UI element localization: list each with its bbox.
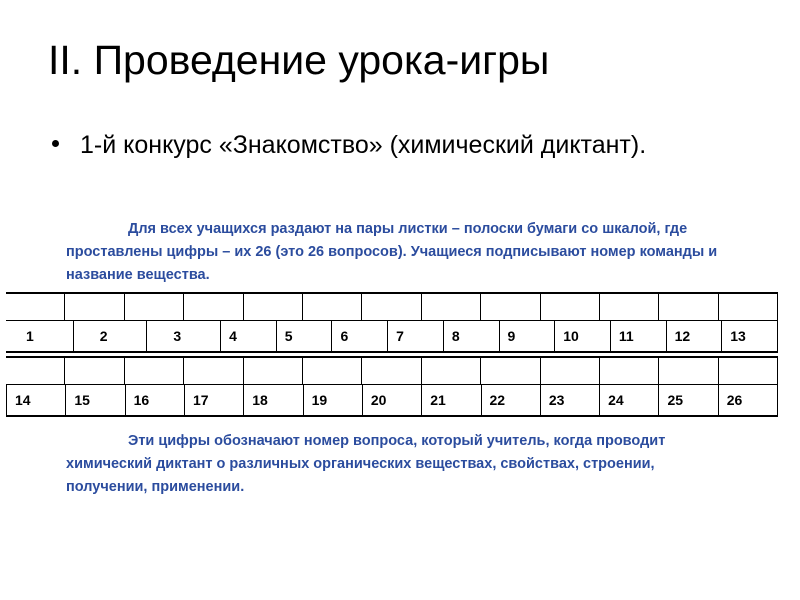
- question-number-cell: 25: [658, 385, 717, 415]
- question-number-cell: 20: [362, 385, 421, 415]
- question-number-cell: 10: [554, 321, 610, 351]
- question-number-cell: 23: [540, 385, 599, 415]
- question-number-cell: 15: [65, 385, 124, 415]
- answer-blank-row: [6, 358, 778, 384]
- answer-scale-row-2: [6, 356, 778, 417]
- question-number-row: [6, 384, 778, 417]
- question-number-cell: 26: [718, 385, 777, 415]
- bullet-dot-icon: [52, 140, 59, 147]
- question-number-cell: 1: [26, 328, 34, 344]
- question-number-cell: 22: [481, 385, 540, 415]
- question-number-cell: 5: [276, 321, 332, 351]
- question-number-cell: 19: [303, 385, 362, 415]
- answer-scale-row-1: [6, 292, 778, 353]
- question-number-row: [6, 320, 778, 353]
- question-number-cell: 14: [6, 385, 65, 415]
- question-number-cell: 13: [721, 321, 777, 351]
- explanation-text: Эти цифры обозначают номер вопроса, который учитель, когда проводит химический диктант о различных органических веществах, свойствах, строении, получении, применении.: [66, 433, 666, 495]
- question-number-cell: 8: [443, 321, 499, 351]
- question-number-cell: 11: [610, 321, 666, 351]
- instruction-text: Для всех учащихся раздают на пары листки – полоски бумаги со шкалой, где проставлены цифры – их 26 (это 26 вопросов). Учащиеся подписывают номер команды и название вещества.: [66, 221, 718, 283]
- bullet-text: 1-й конкурс «Знакомство» (химический диктант).: [80, 131, 647, 159]
- question-number-cell: 18: [243, 385, 302, 415]
- question-number-cell: 7: [387, 321, 443, 351]
- question-number-cell: 12: [666, 321, 722, 351]
- question-number-cell: 17: [184, 385, 243, 415]
- question-number-cell: 3: [146, 321, 220, 351]
- question-number-cell: 9: [499, 321, 555, 351]
- bullet-item: [52, 128, 692, 163]
- slide-title: II. Проведение урока-игры: [48, 37, 550, 83]
- question-number-cell: 16: [125, 385, 184, 415]
- question-number-cell: 24: [599, 385, 658, 415]
- question-number-cell: 2: [73, 321, 147, 351]
- question-number-cell: 4: [220, 321, 276, 351]
- explanation-paragraph: [66, 430, 726, 499]
- question-number-cell: 21: [421, 385, 480, 415]
- question-number-cell: 6: [331, 321, 387, 351]
- answer-blank-row: [6, 294, 778, 320]
- instruction-paragraph: [66, 218, 726, 287]
